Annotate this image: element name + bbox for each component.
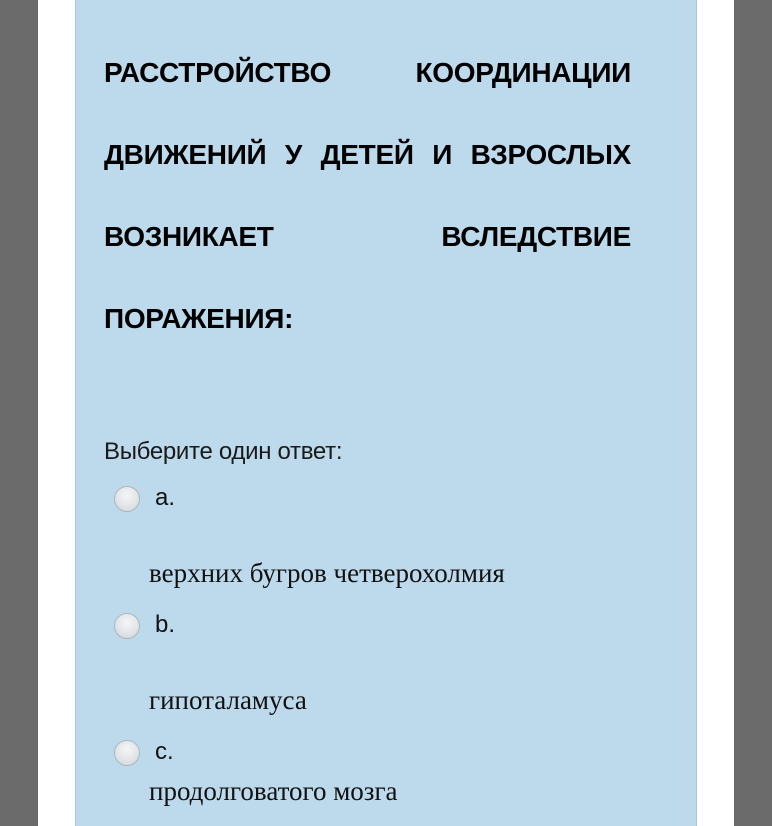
question-box [75,0,697,826]
answer-letter-a: a. [155,484,176,511]
radio-button-b[interactable] [114,613,140,639]
question-text: РАССТРОЙСТВО КООРДИНАЦИИ ДВИЖЕНИЙ У ДЕТЕЙ И ВЗРОСЛЫХ ВОЗНИКАЕТ ВСЛЕДСТВИЕ ПОРАЖЕНИЯ: [104,57,631,334]
page [38,0,734,826]
radio-button-c[interactable] [114,740,140,766]
answer-letter-b: b. [155,611,176,638]
answer-letter-c: c. [155,738,174,765]
answer-text-a[interactable]: верхних бугров четверохолмия [149,558,505,588]
answer-prompt: Выберите один ответ: [104,438,343,465]
radio-button-a[interactable] [114,486,140,512]
answer-text-b[interactable]: гипоталамуса [149,685,307,715]
answer-text-c[interactable]: продолговатого мозга [149,776,398,806]
